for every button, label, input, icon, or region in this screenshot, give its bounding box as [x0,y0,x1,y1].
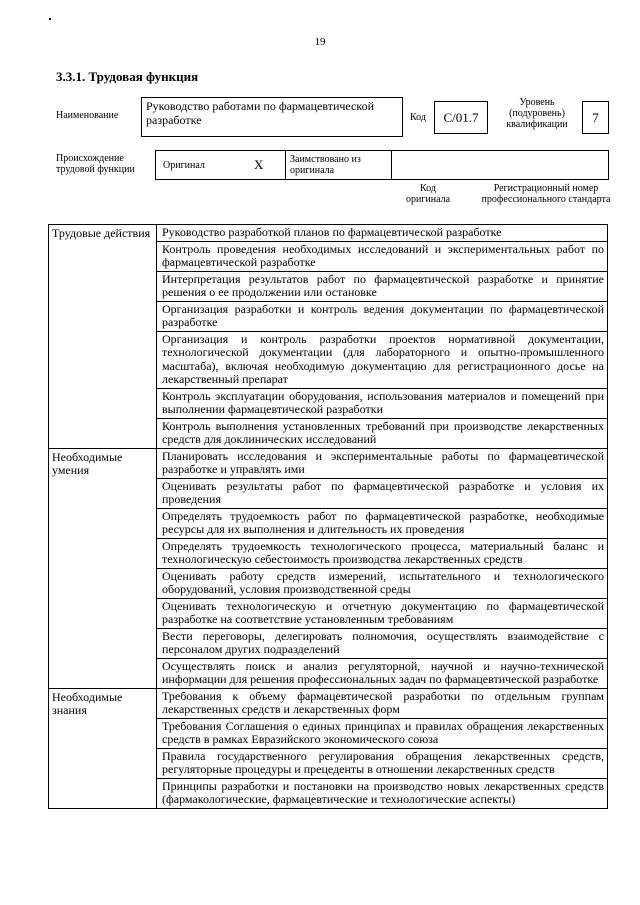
name-value: Руководство работами по фармацевтической разработке [146,99,374,127]
section-heading: 3.3.1. Трудовая функция [56,69,199,84]
section-item: Определять трудоемкость технологического процесса, материальный баланс и технологическую себестоимость производства лекарственных средств [157,538,608,568]
origin-divider-1 [285,150,286,180]
borrowed-label: Заимствовано из оригинала [290,154,361,176]
section-item: Оценивать технологическую и отчетную документацию по фармацевтической разработке на соответствие установленным требованиям [157,598,608,628]
origin-label: Происхождение трудовой функции [56,153,135,175]
section-item: Определять трудоемкость работ по фармацевтической разработке, необходимые ресурсы для их выполнения и длительность их проведения [157,508,608,538]
section-item: Вести переговоры, делегировать полномочия, осуществлять взаимодействие с персоналом других подразделений [157,628,608,658]
section-title: Трудовые действия [49,225,157,449]
level-label: Уровень (подуровень) квалификации [506,97,568,130]
code-value-box [434,101,488,134]
code-label: Код [410,112,426,123]
origin-divider-2 [391,150,392,180]
function-table [48,224,608,809]
reg-number-caption: Регистрационный номер профессионального стандарта [481,183,611,205]
section-item: Контроль проведения необходимых исследований и экспериментальных работ по фармацевтической разработке [157,241,608,271]
section-item: Оценивать результаты работ по фармацевтической разработке и условия их проведения [157,478,608,508]
section-item: Организация и контроль разработки проектов нормативной документации, технологической документации (для лабораторного и опытно-промышленного масштаба), включая необходимую документацию для регистрационного досье на лекарственный препарат [157,331,608,388]
section-item: Планировать исследования и экспериментальные работы по фармацевтической разработке и управлять ими [157,448,608,478]
name-value-box [141,97,403,137]
page-number: 19 [314,36,326,48]
name-label: Наименование [56,110,119,121]
table-row [49,448,608,478]
section-title: Необходимые умения [49,448,157,688]
section-title: Необходимые знания [49,688,157,808]
scan-dot [49,18,51,20]
table-row [49,225,608,242]
section-item: Интерпретация результатов работ по фармацевтической разработке и принятие решения о ее продолжении или остановке [157,271,608,301]
section-item: Организация разработки и контроль ведения документации по фармацевтической разработке [157,301,608,331]
level-value-box [582,101,609,134]
section-item: Правила государственного регулирования обращения лекарственных средств, регуляторные процедуры и прецеденты в отношении лекарственных средств [157,748,608,778]
section-item: Требования к объему фармацевтической разработки по отдельным группам лекарственных средств и лекарственных форм [157,688,608,718]
section-item: Требования Соглашения о единых принципах и правилах обращения лекарственных средств в рамках Евразийского экономического союза [157,718,608,748]
code-original-caption: Код оригинала [405,183,451,205]
table-row [49,688,608,718]
section-item: Принципы разработки и постановки на производство новых лекарственных средств (фармакологические, фармацевтические и технологические аспекты) [157,778,608,808]
code-value: С/01.7 [443,110,479,125]
section-item: Контроль выполнения установленных требований при производстве лекарственных средств для доклинических исследований [157,418,608,448]
section-item: Руководство разработкой планов по фармацевтической разработке [157,225,608,242]
section-item: Оценивать работу средств измерений, испытательного и технологического оборудований, условия производственной среды [157,568,608,598]
original-label: Оригинал [163,160,205,171]
section-item: Контроль эксплуатации оборудования, использования материалов и помещений при выполнении фармацевтической разработки [157,388,608,418]
original-mark: X [254,157,264,172]
section-item: Осуществлять поиск и анализ регуляторной, научной и научно-технической информации для решения профессиональных задач по фармацевтической разработке [157,658,608,688]
level-value: 7 [592,110,599,125]
